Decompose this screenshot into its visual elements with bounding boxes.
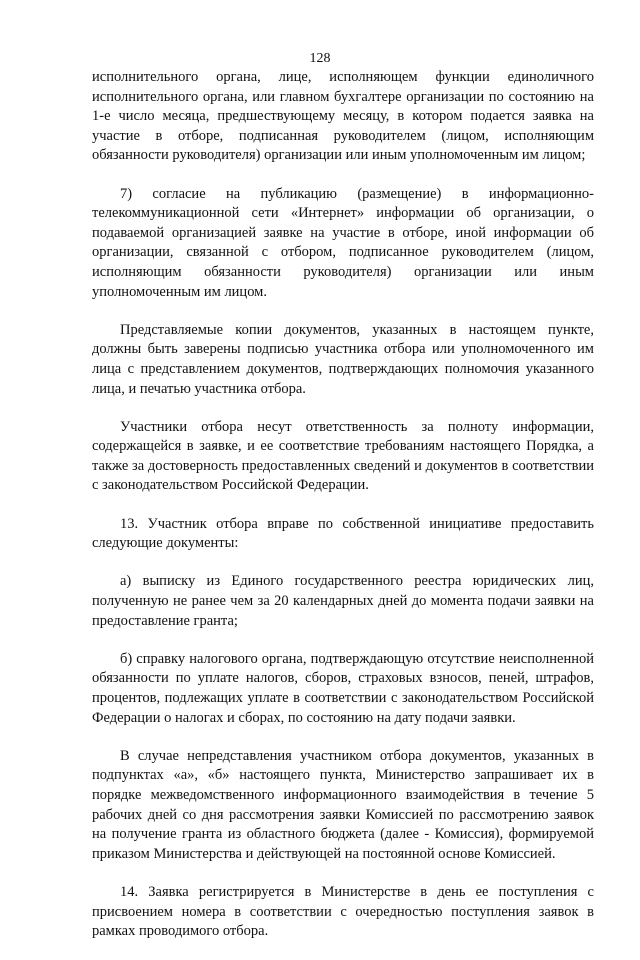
paragraph-section-13: 13. Участник отбора вправе по собственной инициативе предоставить следующие документы: — [92, 515, 594, 552]
paragraph-item-b: б) справку налогового органа, подтверждающую отсутствие неисполненной обязанности по уплате налогов, сборов, страховых взносов, пеней, штрафов, процентов, подлежащих уплате в соответствии с законодательством Российской Федерации о налогах и сборах, по состоянию на дату подачи заявки. — [92, 650, 594, 726]
paragraph-interagency-request: В случае непредставления участником отбора документов, указанных в подпунктах «а», «б» настоящего пункта, Министерство запрашивает их в порядке межведомственного информационного взаимодействия в течение 5 рабочих дней со дня рассмотрения заявки Комиссией по рассмотрению заявок на получение гранта из областного бюджета (далее - Комиссия), формируемой приказом Министерства и действующей на постоянной основе Комиссией. — [92, 747, 594, 862]
paragraph-responsibility: Участники отбора несут ответственность за полноту информации, содержащейся в заявке, и ее соответствие требованиям настоящего Порядка, а также за достоверность предоставленных сведений и документов в соответствии с законодательством Российской Федерации. — [92, 418, 594, 494]
paragraph-item-7: 7) согласие на публикацию (размещение) в информационно-телекоммуникационной сети «Интернет» информации об организации, о подаваемой организацией заявке на участие в отборе, иной информации об организации, связанной с отбором, подписанное руководителем (лицом, исполняющим обязанности руководителя) организации или иным уполномоченным им лицом. — [92, 185, 594, 300]
document-body — [92, 68, 594, 960]
paragraph-section-14: 14. Заявка регистрируется в Министерстве в день ее поступления с присвоением номера в соответствии с очередностью поступления заявок в рамках проводимого отбора. — [92, 883, 594, 940]
paragraph-copies-certification: Представляемые копии документов, указанных в настоящем пункте, должны быть заверены подписью участника отбора или уполномоченного им лица с представлением документов, подтверждающих полномочия указанного лица, и печатью участника отбора. — [92, 321, 594, 397]
page-number: 128 — [309, 51, 331, 66]
paragraph-continuation: исполнительного органа, лице, исполняющем функции единоличного исполнительного органа, или главном бухгалтере организации по состоянию на 1-е число месяца, предшествующему месяцу, в котором подается заявка на участие в отборе, подписанная руководителем (лицом, исполняющим обязанности руководителя) организации или иным уполномоченным им лицом; — [92, 69, 594, 164]
paragraph-item-a: а) выписку из Единого государственного реестра юридических лиц, полученную не ранее чем за 20 календарных дней до момента подачи заявки на предоставление гранта; — [92, 573, 594, 629]
